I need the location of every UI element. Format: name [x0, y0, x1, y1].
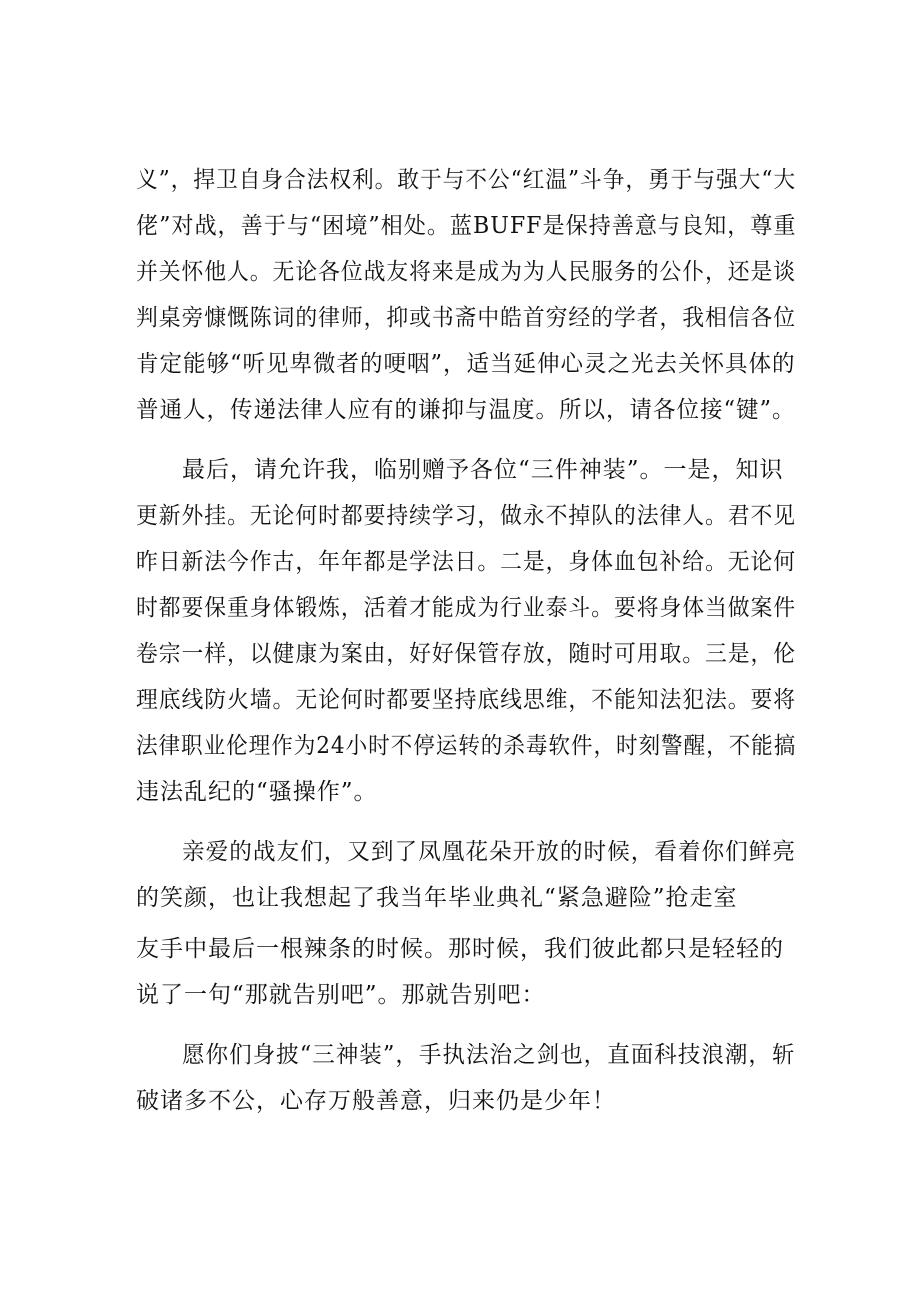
paragraph-3-line-1: 亲爱的战友们，又到了凤凰花朵开放的时候，看着你们鲜亮: [182, 839, 797, 865]
paragraph-1-line-4: 判桌旁慷慨陈词的律师，抑或书斋中皓首穷经的学者，我相信各位: [136, 305, 797, 331]
paragraph-4-line-1: 愿你们身披“三神装”，手执法治之剑也，直面科技浪潮，斩: [182, 1042, 796, 1068]
paragraph-2-line-7: 法律职业伦理作为24小时不停运转的杀毒软件，时刻警醒，不能搞: [136, 733, 797, 759]
paragraph-2-line-8: 违法乱纪的“骚操作”。: [136, 779, 378, 805]
paragraph-2-line-2: 更新外挂。无论何时都要持续学习，做永不掉队的法律人。君不见: [136, 503, 797, 529]
paragraph-1-line-5: 肯定能够“听见卑微者的哽咽”，适当延伸心灵之光去关怀具体的: [136, 351, 796, 377]
paragraph-3-line-3: 友手中最后一根辣条的时候。那时候，我们彼此都只是轻轻的: [136, 936, 784, 962]
paragraph-3-line-4: 说了一句“那就告别吧”。那就告别吧：: [136, 982, 546, 1008]
paragraph-2-line-1: 最后，请允许我，临别赠予各位“三件神装”。一是，知识: [182, 457, 784, 483]
paragraph-2-line-5: 卷宗一样，以健康为案由，好好保管存放，随时可用取。三是，伦: [136, 641, 797, 667]
paragraph-2-line-3: 昨日新法今作古，年年都是学法日。二是，身体血包补给。无论何: [136, 549, 797, 575]
paragraph-1-line-3: 并关怀他人。无论各位战友将来是成为为人民服务的公仆，还是谈: [136, 259, 797, 285]
paragraph-3-line-2: 的笑颜，也让我想起了我当年毕业典礼“紧急避险”抢走室: [136, 885, 738, 911]
paragraph-4-line-2: 破诸多不公，心存万般善意，归来仍是少年！: [136, 1088, 616, 1114]
paragraph-2-line-4: 时都要保重身体锻炼，活着才能成为行业泰斗。要将身体当做案件: [136, 595, 797, 621]
paragraph-1-line-1: 义”，捍卫自身合法权利。敢于与不公“红温”斗争，勇于与强大“大: [136, 167, 797, 193]
paragraph-2-line-6: 理底线防火墙。无论何时都要坚持底线思维，不能知法犯法。要将: [136, 687, 797, 713]
paragraph-1-line-6: 普通人，传递法律人应有的谦抑与温度。所以，请各位接“键”。: [136, 397, 796, 423]
paragraph-1-line-2: 佬”对战，善于与“困境”相处。蓝BUFF是保持善意与良知，尊重: [136, 213, 797, 239]
